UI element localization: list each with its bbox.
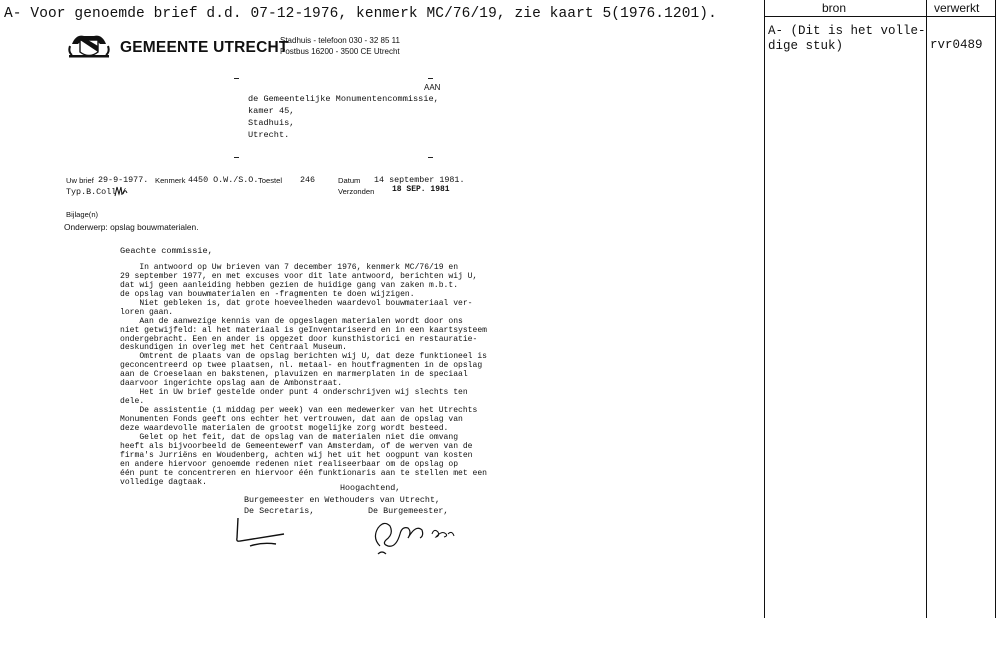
municipality-name: GEMEENTE UTRECHT: [120, 39, 289, 56]
letter-body: [120, 263, 487, 487]
body-line: Monumenten Fonds geeft ons echter het vertrouwen, dat aan de opslag van: [120, 414, 463, 424]
body-line: één punt te concentreren en hiervoor één funktionaris aan te stellen met een: [120, 468, 487, 478]
body-line: Niet gebleken is, dat grote hoeveelheden waardevol bouwmateriaal ver-: [120, 298, 473, 308]
your-letter-label: Uw brief: [66, 176, 94, 185]
register-column-divider: [764, 0, 765, 618]
address-line: Utrecht.: [248, 130, 290, 140]
body-line: deze waardevolle materialen de grootst mogelijke zorg wordt besteed.: [120, 423, 449, 433]
address-line: kamer 45,: [248, 106, 295, 116]
address-line: de Gemeentelijke Monumentencommissie,: [248, 94, 439, 104]
secretary-signature: [232, 512, 288, 558]
column-header-source: bron: [822, 1, 847, 15]
corner-mark: [234, 78, 239, 79]
register-column-divider: [995, 0, 996, 618]
subject-line: Onderwerp: opslag bouwmaterialen.: [64, 222, 199, 232]
contact-line: Stadhuis - telefoon 030 - 32 85 11: [280, 36, 400, 45]
sent-label: Verzonden: [338, 187, 375, 196]
attachments-label: Bijlage(n): [66, 210, 99, 219]
reference-label: Kenmerk: [155, 176, 186, 185]
body-line: ondergebracht. Een en ander is opgezet door kunsthistorici en restauratie-: [120, 334, 478, 344]
body-line: loren gaan.: [120, 307, 174, 317]
utrecht-coat-of-arms-logo: [66, 30, 112, 60]
body-line: De assistentie (1 middag per week) van een medewerker van het Utrechts: [120, 406, 478, 415]
letter-date: 14 september 1981.: [374, 175, 465, 185]
body-line: Aan de aanwezige kennis van de opgeslagen materialen wordt door ons: [120, 316, 463, 326]
body-line: niet getwijfeld: al het materiaal is geInventariseerd en in een kaartsysteem: [120, 325, 487, 335]
typist-reference: Typ.B.Coll./: [66, 187, 127, 197]
signatories: Burgemeester en Wethouders van Utrecht,: [244, 495, 441, 505]
address-to-label: AAN: [424, 83, 441, 92]
reference-number: 4450 O.W./S.O.: [188, 175, 259, 185]
mayor-signature: [368, 510, 458, 558]
body-line: volledige dagtaak.: [120, 477, 207, 487]
processed-id: rvr0489: [930, 38, 983, 52]
date-label: Datum: [338, 176, 361, 185]
body-line: en andere hiervoor genoemde redenen niet realiseerbaar om de opslag op: [120, 459, 459, 469]
closing: Hoogachtend,: [340, 483, 401, 493]
body-line: geconcentreerd op twee plaatsen, nl. metaal- en houtfragmenten in de opslag: [120, 361, 483, 371]
body-line: aan de Croeselaan en bakstenen, plavuizen en marmerplaten in de speciaal: [120, 370, 468, 380]
corner-mark: [428, 78, 433, 79]
extension-label: Toestel: [258, 176, 283, 185]
body-line: dat wij geen aanleiding hebben gezien de huidige gang van zaken m.b.t.: [120, 280, 459, 290]
body-line: Gelet op het feit, dat de opslag van de materialen niet die omvang: [120, 432, 459, 442]
body-line: Het in Uw brief gestelde onder punt 4 onderschrijven wij slechts ten: [120, 388, 468, 398]
mayor-role: De Burgemeester,: [368, 506, 449, 516]
extension-number: 246: [300, 175, 316, 185]
column-header-processed: verwerkt: [934, 1, 980, 15]
contact-line: Postbus 16200 - 3500 CE Utrecht: [280, 47, 400, 56]
address-line: Stadhuis,: [248, 118, 295, 128]
body-line: firma's Jurriëns en Woudenberg, achten wij het uit het oogpunt van kosten: [120, 450, 473, 460]
your-letter-date: 29-9-1977.: [98, 175, 149, 185]
sent-date-stamp: 18 SEP. 1981: [392, 185, 450, 194]
body-line: dele.: [120, 397, 145, 407]
register-column-divider: [926, 0, 927, 618]
corner-mark: [428, 157, 433, 158]
body-line: Omtrent de plaats van de opslag berichten wij U, dat deze funktioneel is: [120, 352, 487, 362]
body-line: heeft als bijvoorbeeld de Gemeentewerf van Amsterdam, of de werven van de: [120, 441, 473, 451]
body-line: 29 september 1977, en met excuses voor dit late antwoord, berichten wij U,: [120, 271, 478, 281]
source-note-line: A- (Dit is het volle-: [768, 24, 926, 38]
register-header-rule: [764, 16, 995, 17]
body-line: deskundigen in overleg met het Centraal Museum.: [120, 343, 347, 353]
body-line: In antwoord op Uw brieven van 7 december 1976, kenmerk MC/76/19 en: [120, 263, 459, 272]
source-note-line: dige stuk): [768, 39, 844, 53]
card-caption: A- Voor genoemde brief d.d. 07-12-1976, kenmerk MC/76/19, zie kaart 5(1976.1201).: [4, 6, 717, 22]
body-line: de opslag van bouwmaterialen en -fragmenten te doen wijzigen.: [120, 289, 415, 299]
typist-initials-handwriting: [114, 184, 128, 198]
salutation: Geachte commissie,: [120, 246, 213, 256]
secretary-role: De Secretaris,: [244, 506, 315, 516]
source-note: [768, 24, 926, 54]
corner-mark: [234, 157, 239, 158]
body-line: daarvoor ingerichte opslag aan de Ambonstraat.: [120, 379, 343, 389]
